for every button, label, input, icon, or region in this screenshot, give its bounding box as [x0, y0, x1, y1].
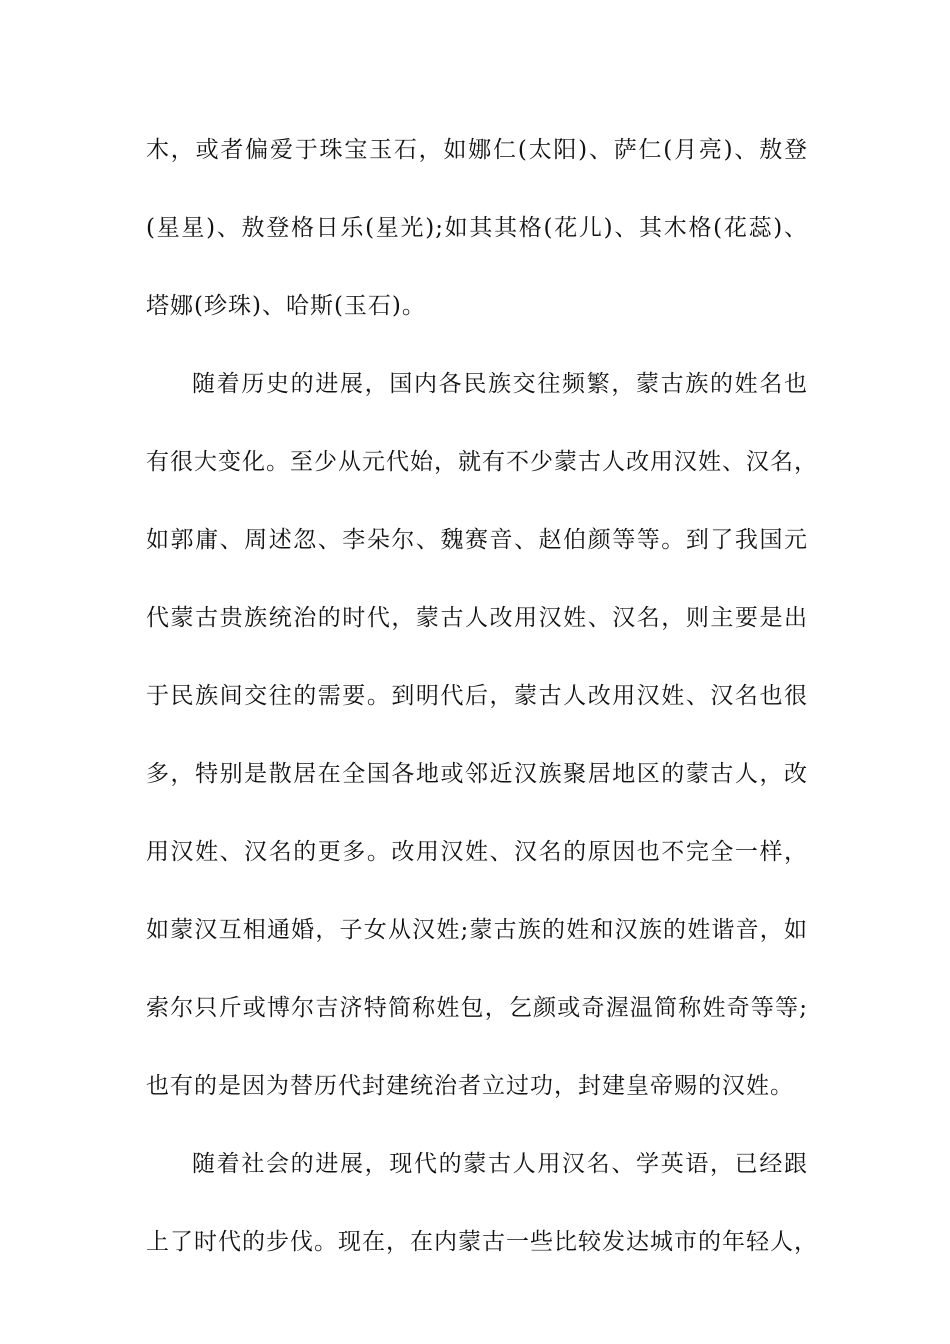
text-line: 随着社会的进展，现代的蒙古人用汉名、学英语，已经跟 — [192, 1151, 808, 1177]
text-line: 如郭庸、周述忽、李朵尔、魏赛音、赵伯颜等等。到了我国元 — [146, 527, 808, 553]
paragraph — [146, 1138, 818, 1268]
paragraph — [146, 358, 818, 1112]
text-line: 如蒙汉互相通婚，子女从汉姓;蒙古族的姓和汉族的姓谐音，如 — [146, 917, 808, 943]
text-line: 用汉姓、汉名的更多。改用汉姓、汉名的原因也不完全一样， — [146, 839, 808, 865]
text-line: 代蒙古贵族统治的时代，蒙古人改用汉姓、汉名，则主要是出 — [146, 605, 808, 631]
document-body — [146, 124, 818, 1268]
text-line: (星星)、敖登格日乐(星光);如其其格(花儿)、其木格(花蕊)、 — [146, 215, 808, 241]
text-line: 索尔只斤或博尔吉济特简称姓包，乞颜或奇渥温简称姓奇等等; — [146, 995, 808, 1021]
text-line: 多，特别是散居在全国各地或邻近汉族聚居地区的蒙古人，改 — [146, 761, 808, 787]
text-line: 也有的是因为替历代封建统治者立过功，封建皇帝赐的汉姓。 — [146, 1073, 794, 1099]
text-line: 塔娜(珍珠)、哈斯(玉石)。 — [146, 293, 426, 319]
text-line: 上了时代的步伐。现在，在内蒙古一些比较发达城市的年轻人， — [146, 1229, 818, 1255]
text-line: 木，或者偏爱于珠宝玉石，如娜仁(太阳)、萨仁(月亮)、敖登 — [146, 137, 808, 163]
text-line: 于民族间交往的需要。到明代后，蒙古人改用汉姓、汉名也很 — [146, 683, 808, 709]
text-line: 随着历史的进展，国内各民族交往频繁，蒙古族的姓名也 — [192, 371, 808, 397]
paragraph — [146, 124, 808, 332]
text-line: 有很大变化。至少从元代始，就有不少蒙古人改用汉姓、汉名， — [146, 449, 818, 475]
